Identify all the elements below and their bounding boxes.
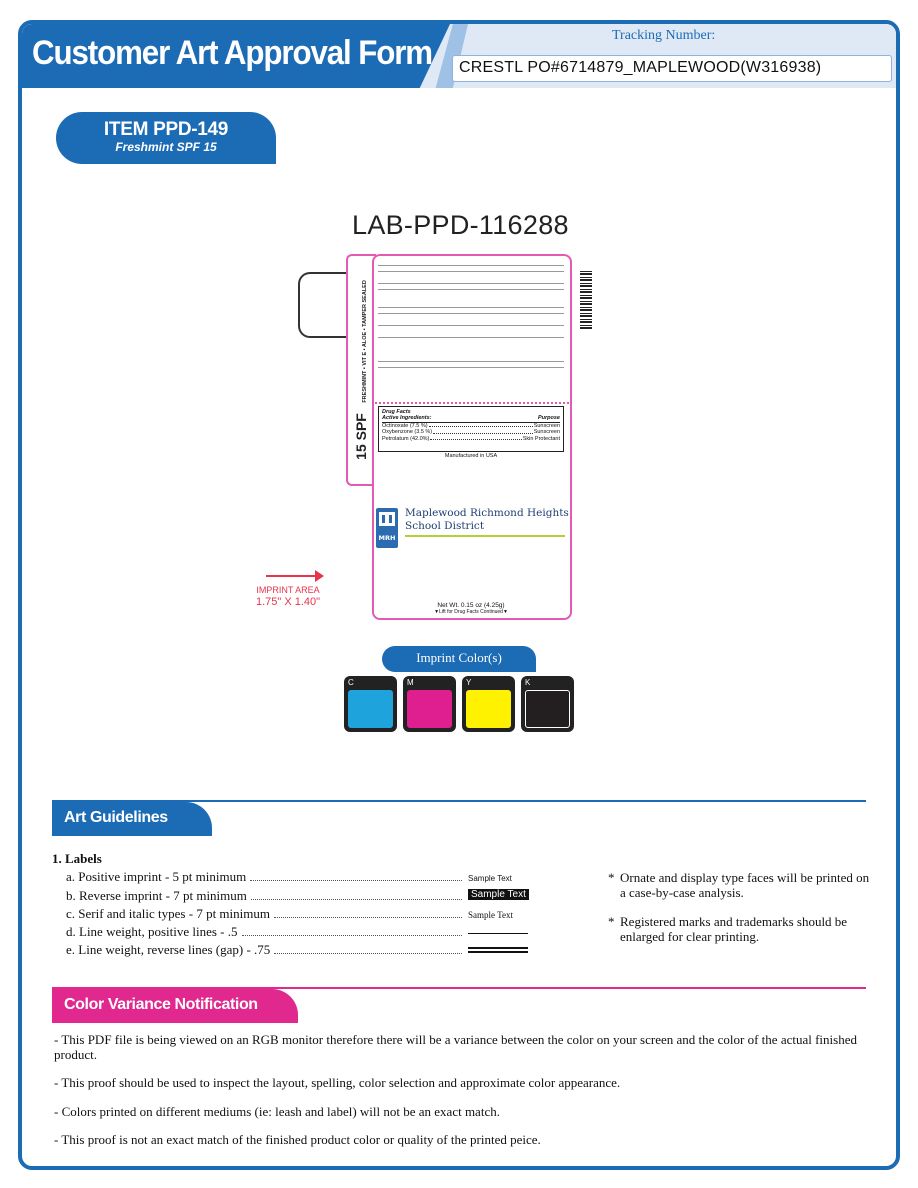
item-tab <box>56 112 276 164</box>
sample-serif: Sample Text <box>468 910 513 920</box>
art-guidelines-title: Art Guidelines <box>52 802 212 836</box>
form-title: Customer Art Approval Form <box>32 34 432 72</box>
guideline-row <box>66 924 466 940</box>
swatch-black <box>521 676 574 732</box>
ingredient-name: Petrolatum (42.0%) <box>382 435 430 442</box>
guideline-text: e. Line weight, reverse lines (gap) - .75 <box>66 942 271 957</box>
sample-reverse-line <box>468 947 528 953</box>
imprint-area-size: 1.75" X 1.40" <box>255 596 321 608</box>
guideline-note: * Ornate and display type faces will be printed on a case-by-case analysis. <box>608 870 870 900</box>
swatch-key: M <box>407 678 414 687</box>
guideline-text: b. Reverse imprint - 7 pt minimum <box>66 888 247 903</box>
sample-positive-line <box>468 933 528 934</box>
guideline-note: * Registered marks and trademarks should be enlarged for clear printing. <box>608 914 848 944</box>
lift-instruction: ▼Lift for Drug Facts Continued▼ <box>434 609 508 615</box>
guideline-text: a. Positive imprint - 5 pt minimum <box>66 869 247 884</box>
label-side-text <box>353 280 371 460</box>
net-weight-text: Net Wt. 0.15 oz (4.25g) <box>437 602 505 609</box>
sample-positive: Sample Text <box>468 874 512 883</box>
imprint-arrow-icon <box>266 575 316 577</box>
drug-facts-title: Drug Facts <box>382 409 411 415</box>
color-variance-title: Color Variance Notification <box>52 989 298 1023</box>
labels-heading: 1. Labels <box>52 851 102 866</box>
school-district-name <box>405 507 569 533</box>
swatch-yellow <box>462 676 515 732</box>
item-code: ITEM PPD-149 <box>103 119 229 140</box>
logo-text: MRH <box>378 534 396 542</box>
color-variance-item: - This proof is not an exact match of the finished product color or quality of the printed peice. <box>54 1132 541 1147</box>
swatch-key: Y <box>466 678 472 687</box>
guideline-note-text: Ornate and display type faces will be printed on a case-by-case analysis. <box>620 870 870 900</box>
ingredient-purpose: Skin Protectant <box>522 435 560 442</box>
item-name: Freshmint SPF 15 <box>115 140 217 154</box>
color-variance-item: - This PDF file is being viewed on an RGB monitor therefore there will be a variance between the color on your screen and the color of the actual finished product. <box>54 1032 857 1062</box>
imprint-colors-title: Imprint Color(s) <box>382 646 536 672</box>
drug-facts-box <box>378 406 564 452</box>
label-perforation-line <box>372 402 572 404</box>
hang-hook-outline <box>298 272 348 338</box>
guideline-row <box>66 869 466 885</box>
swatch-cyan <box>344 676 397 732</box>
color-variance-item: - This proof should be used to inspect the layout, spelling, color selection and approximate color appearance. <box>54 1075 621 1090</box>
imprint-color-swatches <box>344 676 574 732</box>
guideline-row <box>66 906 466 922</box>
sample-reverse-text: Sample Text <box>468 889 529 900</box>
tracking-number-field[interactable]: CRESTL PO#6714879_MAPLEWOOD(W316938) <box>452 55 892 82</box>
barcode-icon <box>580 271 592 329</box>
swatch-magenta <box>403 676 456 732</box>
guideline-note-text: Registered marks and trademarks should be enlarged for clear printing. <box>620 914 848 944</box>
active-ingredients-label: Active Ingredients: <box>382 415 432 422</box>
ingredient-name: Oxybenzone (3.5 %) <box>382 429 433 436</box>
approval-form-frame <box>18 20 900 1170</box>
tracking-number-label: Tracking Number: <box>612 28 716 43</box>
imprint-area-note <box>234 584 342 608</box>
spf-small-text: FRESHMINT • VIT E • ALOE • TAMPER SEALED <box>362 280 368 403</box>
ingredient-name: Octinoxate (7.5 %) <box>382 422 428 429</box>
imprint-area-label: IMPRINT AREA <box>256 585 320 595</box>
district-underline <box>405 535 565 537</box>
spf-big-text: 15 SPF <box>353 413 369 460</box>
net-weight <box>378 602 564 616</box>
made-in-usa: Manufactured in USA <box>444 453 498 459</box>
guideline-text: d. Line weight, positive lines - .5 <box>66 924 238 939</box>
swatch-key: C <box>348 678 354 687</box>
purpose-label: Purpose <box>537 415 560 422</box>
district-line-2: School District <box>405 520 485 532</box>
fine-print-block <box>378 260 564 368</box>
ingredient-purpose: Sunscreen <box>533 422 560 429</box>
guideline-row <box>66 942 466 958</box>
color-variance-item: - Colors printed on different mediums (ie: leash and label) will not be an exact match. <box>54 1104 500 1119</box>
guideline-text: c. Serif and italic types - 7 pt minimum <box>66 906 270 921</box>
school-logo-icon <box>376 508 398 548</box>
guideline-row <box>66 888 466 904</box>
ingredient-purpose: Sunscreen <box>533 429 560 436</box>
label-id: LAB-PPD-116288 <box>352 210 569 240</box>
ingredient-row <box>382 436 560 442</box>
swatch-key: K <box>525 678 531 687</box>
sample-reverse <box>468 889 529 900</box>
district-line-1: Maplewood Richmond Heights <box>405 507 569 519</box>
